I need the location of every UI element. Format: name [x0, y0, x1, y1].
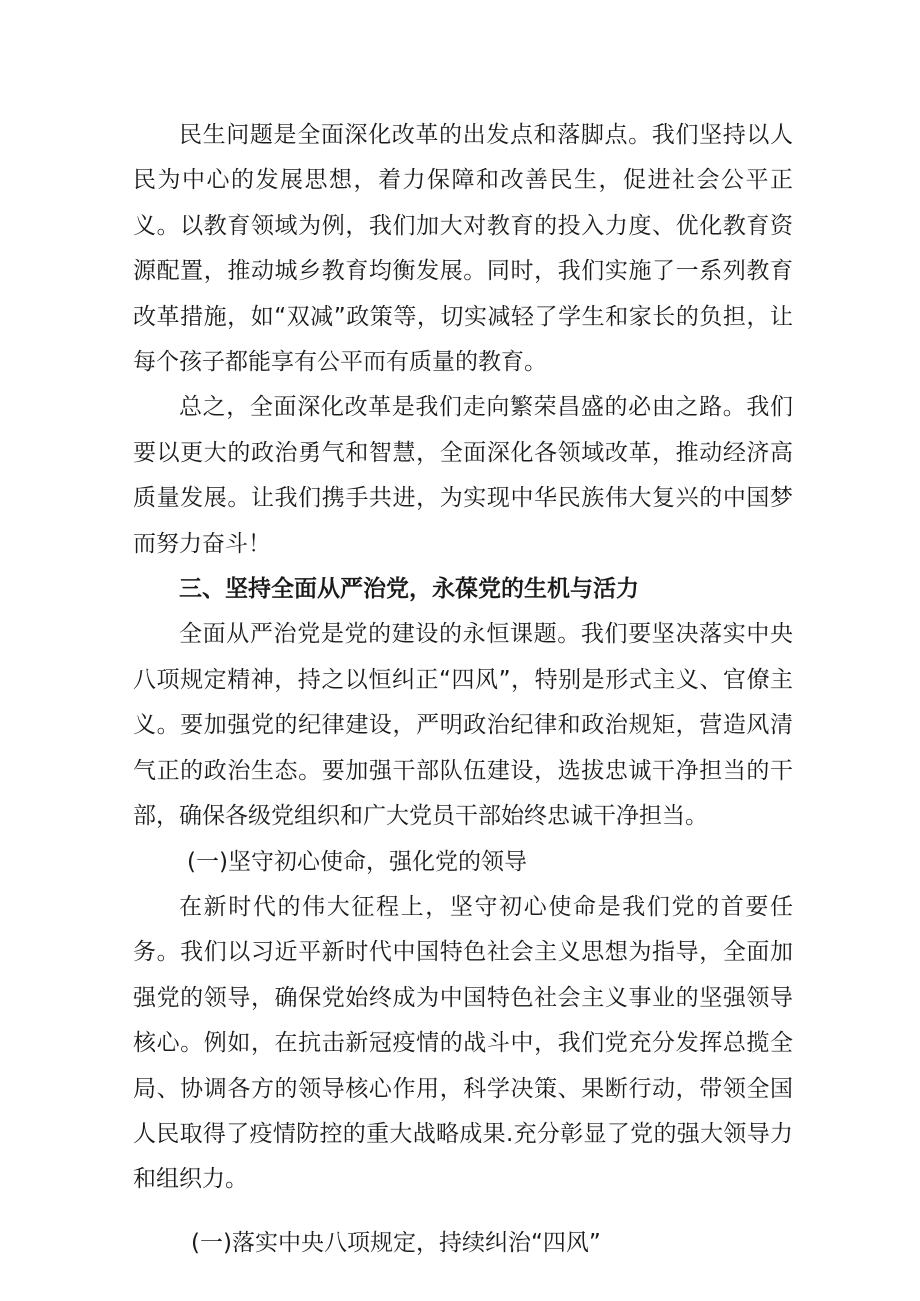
document-body	[133, 113, 793, 1266]
subsection-2-title: (一)落实中央八项规定，持续纠治“四风”	[191, 1229, 601, 1256]
section-intro-paragraph: 全面从严治党是党的建设的永恒课题。我们要坚决落实中央八项规定精神，持之以恒纠正“四风”，特别是形式主义、官僚主义。要加强党的纪律建设，严明政治纪律和政治规矩，营造风清气正的政治生态。要加强干部队伍建设，选拔忠诚干净担当的干部，确保各级党组织和广大党员干部始终忠诚干净担当。	[133, 621, 793, 830]
paragraph-livelihood: 民生问题是全面深化改革的出发点和落脚点。我们坚持以人民为中心的发展思想，着力保障和改善民生，促进社会公平正义。以教育领域为例，我们加大对教育的投入力度、优化教育资源配置，推动城乡教育均衡发展。同时，我们实施了一系列教育改革措施，如“双减”政策等，切实减轻了学生和家长的负担，让每个孩子都能享有公平而有质量的教育。	[133, 122, 793, 376]
section-heading: 三、坚持全面从严治党，永葆党的生机与活力	[179, 576, 639, 603]
paragraph-conclusion: 总之，全面深化改革是我们走向繁荣昌盛的必由之路。我们要以更大的政治勇气和智慧，全面深化各领域改革，推动经济高质量发展。让我们携手共进，为实现中华民族伟大复兴的中国梦而努力奋斗！	[133, 394, 793, 557]
subsection-1-body: 在新时代的伟大征程上，坚守初心使命是我们党的首要任务。我们以习近平新时代中国特色社会主义思想为指导，全面加强党的领导，确保党始终成为中国特色社会主义事业的坚强领导核心。例如，在抗击新冠疫情的战斗中，我们党充分发挥总揽全局、协调各方的领导核心作用，科学决策、果断行动，带领全国人民取得了疫情防控的重大战略成果.充分彰显了党的强大领导力和组织力。	[133, 893, 793, 1193]
subsection-1-title: (一)坚守初心使命，强化党的领导	[187, 848, 527, 875]
